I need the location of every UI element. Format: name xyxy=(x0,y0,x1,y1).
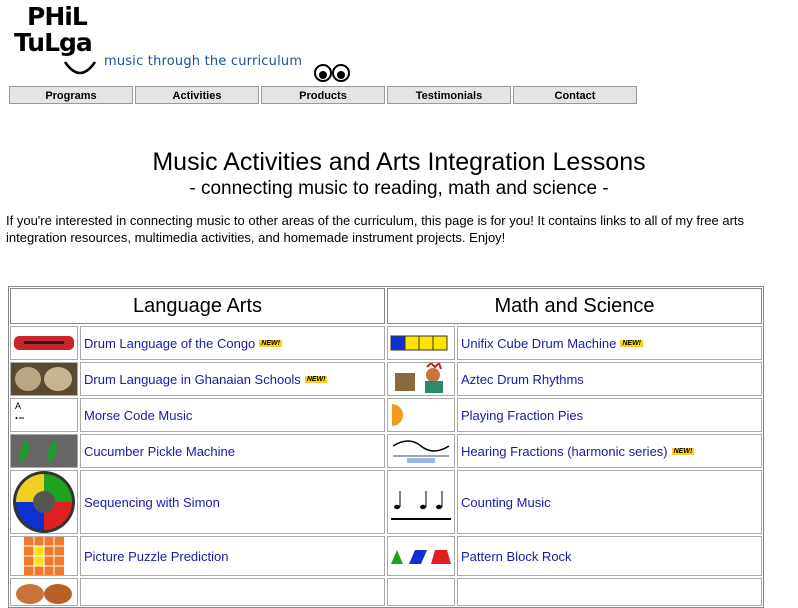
harmonic-string-icon[interactable] xyxy=(387,434,455,468)
fraction-pie-icon[interactable] xyxy=(387,398,455,432)
activity-link[interactable]: Drum Language of the Congo NEW! xyxy=(80,326,385,360)
nav-programs[interactable]: Programs xyxy=(9,86,133,104)
column-header-language-arts: Language Arts xyxy=(10,288,385,324)
activity-link[interactable]: Picture Puzzle Prediction xyxy=(80,536,385,576)
logo-tulga-text: TuLga xyxy=(14,28,92,57)
activity-link[interactable] xyxy=(80,578,385,606)
table-row xyxy=(9,325,763,361)
intro-text: If you're interested in connecting music to other areas of the curriculum, this page is for you! It contains links to all of my free arts integration resources, multimedia activities, and homemade instrument projects. Enjoy! xyxy=(6,213,745,245)
logo-phil-text: PHiL xyxy=(27,2,87,31)
activity-link[interactable]: Sequencing with Simon xyxy=(80,470,385,534)
new-badge: NEW! xyxy=(622,339,642,347)
activity-link[interactable]: Counting Music xyxy=(457,470,762,534)
new-badge: NEW! xyxy=(261,339,280,347)
drums-photo-icon[interactable] xyxy=(10,362,78,396)
table-row xyxy=(9,397,763,433)
main-nav xyxy=(9,86,637,104)
activity-link[interactable]: Pattern Block Rock xyxy=(457,536,762,576)
activity-link[interactable]: Cucumber Pickle Machine xyxy=(80,434,385,468)
activity-link[interactable]: Unifix Cube Drum Machine NEW! xyxy=(457,326,762,360)
nav-activities[interactable]: Activities xyxy=(135,86,259,104)
new-badge: NEW! xyxy=(673,447,693,455)
nav-products[interactable]: Products xyxy=(261,86,385,104)
aztec-drummer-icon[interactable] xyxy=(387,362,455,396)
morse-letter: A xyxy=(15,401,22,411)
pickle-icon[interactable] xyxy=(10,434,78,468)
music-notes-icon[interactable] xyxy=(387,470,455,534)
activity-link[interactable]: Hearing Fractions (harmonic series) NEW! xyxy=(457,434,762,468)
column-header-math-science: Math and Science xyxy=(387,288,762,324)
morse-code-icon[interactable] xyxy=(10,398,78,432)
table-row xyxy=(9,577,763,607)
new-badge: NEW! xyxy=(306,375,326,383)
activity-link[interactable]: Morse Code Music xyxy=(80,398,385,432)
table-row xyxy=(9,469,763,535)
page-subtitle: - connecting music to reading, math and science - xyxy=(189,178,609,199)
nav-testimonials[interactable]: Testimonials xyxy=(387,86,511,104)
site-logo[interactable] xyxy=(12,2,352,84)
table-row xyxy=(9,433,763,469)
table-row xyxy=(9,535,763,577)
logo-tagline: music through the curriculum xyxy=(104,54,303,69)
eyes-icon xyxy=(314,62,350,84)
simon-game-icon[interactable] xyxy=(10,470,78,534)
page-title: Music Activities and Arts Integration Lessons xyxy=(152,148,646,176)
unifix-cubes-icon[interactable] xyxy=(387,326,455,360)
activities-table xyxy=(8,286,764,608)
activity-link[interactable]: Aztec Drum Rhythms xyxy=(457,362,762,396)
smile-icon xyxy=(62,58,98,80)
activity-link[interactable] xyxy=(457,578,762,606)
partial-thumbnail-icon[interactable] xyxy=(10,578,78,606)
morse-dot-dash-icon xyxy=(15,416,25,420)
pattern-blocks-icon[interactable] xyxy=(387,536,455,576)
puzzle-grid-icon[interactable] xyxy=(10,536,78,576)
slit-drum-icon[interactable] xyxy=(10,326,78,360)
nav-contact[interactable]: Contact xyxy=(513,86,637,104)
partial-thumbnail-icon[interactable] xyxy=(387,578,455,606)
table-row xyxy=(9,361,763,397)
activity-link[interactable]: Drum Language in Ghanaian Schools NEW! xyxy=(80,362,385,396)
activity-link[interactable]: Playing Fraction Pies xyxy=(457,398,762,432)
